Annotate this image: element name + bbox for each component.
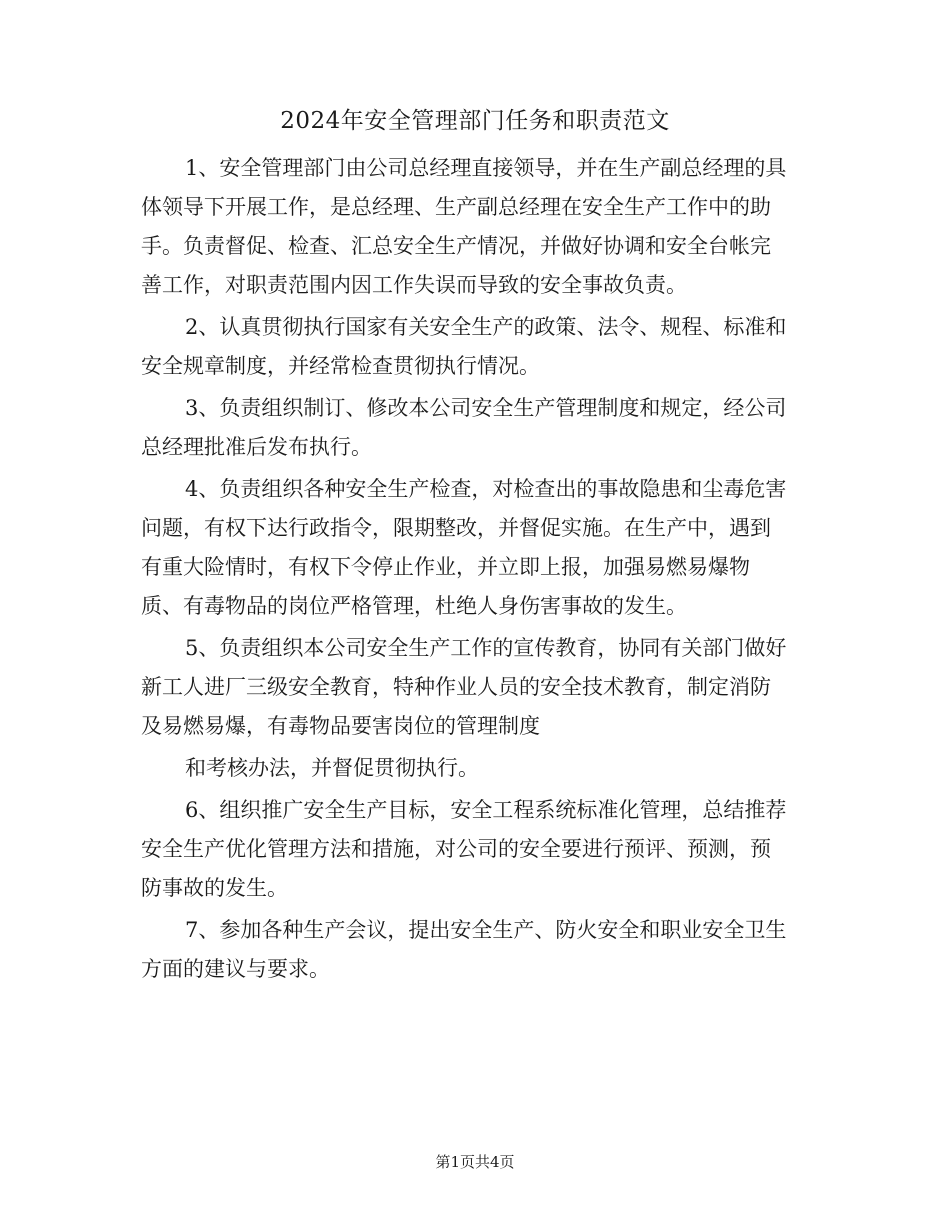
document-body <box>141 149 811 989</box>
paragraph-1-line: 手。负责督促、检查、汇总安全生产情况，并做好协调和安全台帐完 <box>141 234 771 258</box>
paragraph-1-line: 1、安全管理部门由公司总经理直接领导，并在生产副总经理的具 <box>185 156 787 180</box>
paragraph-2-line: 2、认真贯彻执行国家有关安全生产的政策、法令、规程、标准和 <box>185 315 787 339</box>
paragraph-6-line: 6、组织推广安全生产目标，安全工程系统标准化管理，总结推荐 <box>185 798 787 822</box>
paragraph-5-line: 及易燃易爆，有毒物品要害岗位的管理制度 <box>141 714 540 738</box>
paragraph-4-line: 质、有毒物品的岗位严格管理，杜绝人身伤害事故的发生。 <box>141 594 687 618</box>
paragraph-7-line: 方面的建议与要求。 <box>141 957 330 981</box>
paragraph-1-line: 善工作，对职责范围内因工作失误而导致的安全事故负责。 <box>141 273 687 297</box>
page-number-footer: 第1页共4页 <box>435 1153 515 1171</box>
paragraph-3-line: 总经理批准后发布执行。 <box>141 435 372 459</box>
paragraph-5-continuation-line: 和考核办法，并督促贯彻执行。 <box>185 756 479 780</box>
paragraph-5-line: 5、负责组织本公司安全生产工作的宣传教育，协同有关部门做好 <box>185 636 787 660</box>
paragraph-3-line: 3、负责组织制订、修改本公司安全生产管理制度和规定，经公司 <box>185 396 787 420</box>
document-title: 2024年安全管理部门任务和职责范文 <box>280 108 670 134</box>
paragraph-2-line: 安全规章制度，并经常检查贯彻执行情况。 <box>141 354 540 378</box>
paragraph-6-line: 防事故的发生。 <box>141 876 288 900</box>
paragraph-4-line: 4、负责组织各种安全生产检查，对检查出的事故隐患和尘毒危害 <box>185 477 787 501</box>
paragraph-5-line: 新工人进厂三级安全教育，特种作业人员的安全技术教育，制定消防 <box>141 675 771 699</box>
paragraph-4-line: 问题，有权下达行政指令，限期整改，并督促实施。在生产中，遇到 <box>141 516 771 540</box>
paragraph-6-line: 安全生产优化管理方法和措施，对公司的安全要进行预评、预测，预 <box>141 837 771 861</box>
paragraph-1-line: 体领导下开展工作，是总经理、生产副总经理在安全生产工作中的助 <box>141 195 771 219</box>
paragraph-7-line: 7、参加各种生产会议，提出安全生产、防火安全和职业安全卫生 <box>185 918 787 942</box>
paragraph-4-line: 有重大险情时，有权下令停止作业，并立即上报，加强易燃易爆物 <box>141 555 750 579</box>
